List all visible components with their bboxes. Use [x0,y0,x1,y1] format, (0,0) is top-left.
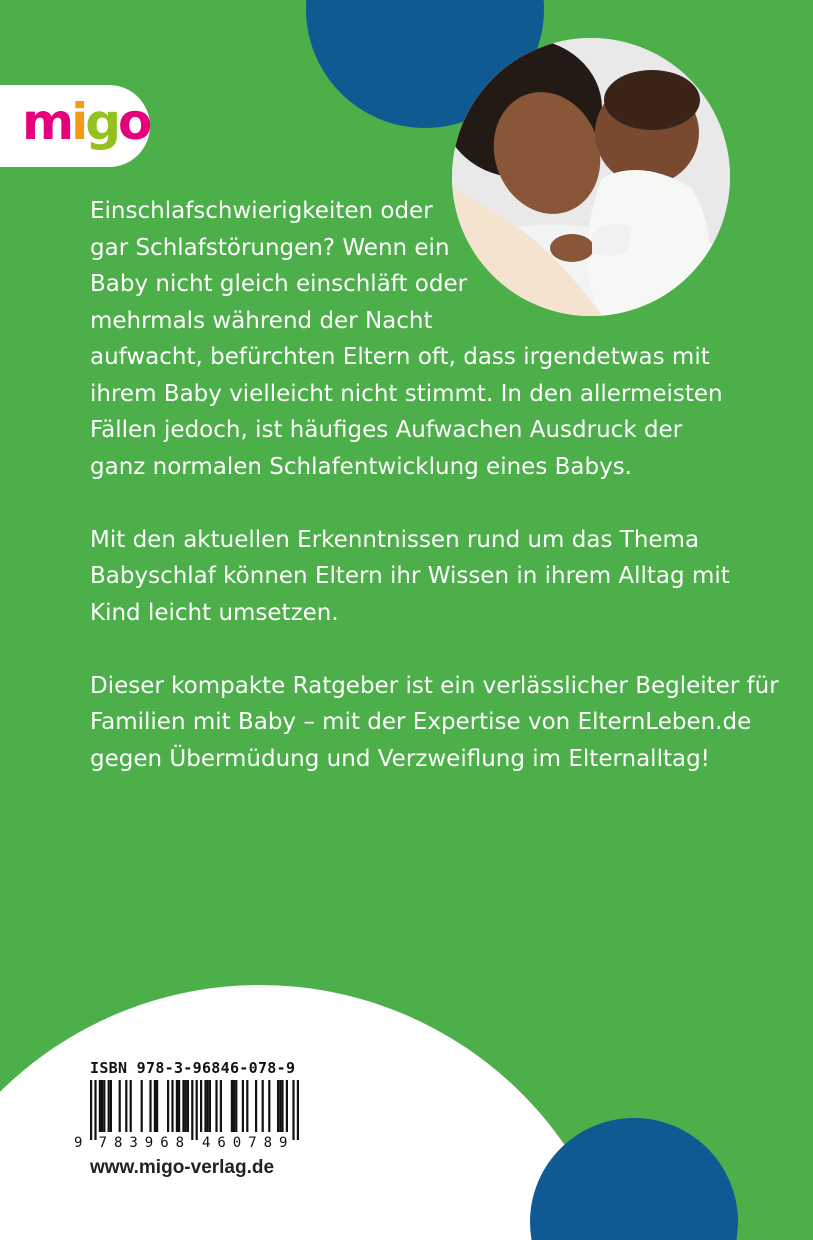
text-line: Mit den aktuellen Erkenntnissen rund um das Thema [90,526,700,553]
blurb-paragraph-1 [90,193,750,485]
barcode-bar [196,1080,198,1140]
barcode-bar [110,1080,112,1132]
text-line: Baby nicht gleich einschläft oder [90,271,468,297]
barcode-bar [246,1080,248,1132]
text-line: gegen Übermüdung und Verzweiflung im Elternalltag! [90,745,710,772]
text-line: Kind leicht umsetzen. [90,599,339,626]
barcode-bar [103,1080,105,1132]
barcode-bar [149,1080,151,1132]
barcode-bar [281,1080,283,1132]
barcode-graphic [70,1080,315,1150]
barcode-bar [187,1080,189,1132]
text-line: Babyschlaf können Eltern ihr Wissen in ihrem Alltag mit [90,563,730,589]
barcode-digit: 6 [217,1135,226,1150]
barcode-bar [154,1080,156,1132]
barcode-digit: 9 [74,1135,83,1150]
text-line: gar Schlafstörungen? Wenn ein [90,234,450,261]
barcode-bar [185,1080,187,1132]
barcode-bar [215,1080,217,1132]
barcode-digit: 0 [232,1135,242,1150]
barcode-bar [94,1080,96,1140]
text-line: Fällen jedoch, ist häufiges Aufwachen Ausdruck der [90,417,683,443]
barcode-bar [171,1080,173,1132]
text-line: Familien mit Baby – mit der Expertise von ElternLeben.de [90,709,752,735]
barcode-bar [99,1080,101,1132]
barcode-digit: 8 [114,1135,123,1150]
barcode-bar [220,1080,222,1132]
barcode-bar [242,1080,244,1132]
barcode-digit: 7 [248,1135,257,1150]
barcode-bar [101,1080,103,1132]
barcode-bar [286,1080,288,1132]
barcode-bar [207,1080,209,1132]
decorative-blue-circle-bottom [530,1118,738,1240]
barcode-bar [119,1080,121,1132]
barcode-bar [292,1080,294,1140]
isbn-barcode [70,1080,315,1150]
barcode-bar [130,1080,132,1132]
barcode-bar [268,1080,270,1132]
barcode-bar [231,1080,233,1132]
text-line: Dieser kompakte Ratgeber ist ein verlässlicher Begleiter für [90,672,779,699]
barcode-digit: 4 [202,1135,211,1150]
barcode-digit: 7 [98,1135,108,1150]
barcode-bar [108,1080,110,1132]
barcode-digit: 8 [175,1135,185,1150]
barcode-bar [200,1080,202,1132]
publisher-website[interactable]: www.migo-verlag.de [90,1157,275,1178]
barcode-bar [191,1080,193,1140]
barcode-bar [262,1080,264,1132]
barcode-digit: 3 [129,1135,138,1150]
isbn-label: ISBN 978-3-96846-078-9 [90,1059,296,1077]
blurb-paragraph-2 [90,522,750,632]
barcode-bar [279,1080,281,1132]
barcode-bar [182,1080,184,1132]
barcode-bar [204,1080,206,1132]
blurb-text [90,193,779,814]
text-line: Einschlafschwierigkeiten oder [90,198,433,224]
barcode-bar [156,1080,158,1132]
text-line: ihrem Baby vielleicht nicht stimmt. In den allermeisten [90,380,723,407]
barcode-bar [90,1080,92,1140]
barcode-digit: 9 [279,1135,288,1150]
barcode-bar [255,1080,257,1132]
barcode-digit: 6 [160,1135,169,1150]
barcode-bar [167,1080,169,1132]
barcode-bar [233,1080,235,1132]
barcode-bar [209,1080,211,1132]
barcode-bar [297,1080,299,1140]
text-line: mehrmals während der Nacht [90,307,433,334]
barcode-bar [176,1080,178,1132]
barcode-digit: 9 [144,1135,154,1150]
blurb-paragraph-3 [90,668,779,778]
text-line: aufwacht, befürchten Eltern oft, dass irgendetwas mit [90,344,710,370]
barcode-bar [125,1080,127,1132]
text-line: ganz normalen Schlafentwicklung eines Babys. [90,453,632,480]
barcode-digit: 8 [263,1135,273,1150]
barcode-bar [277,1080,279,1132]
migo-logo: migo [22,93,150,151]
barcode-bar [178,1080,180,1132]
barcode-bar [235,1080,237,1132]
barcode-bar [141,1080,143,1132]
